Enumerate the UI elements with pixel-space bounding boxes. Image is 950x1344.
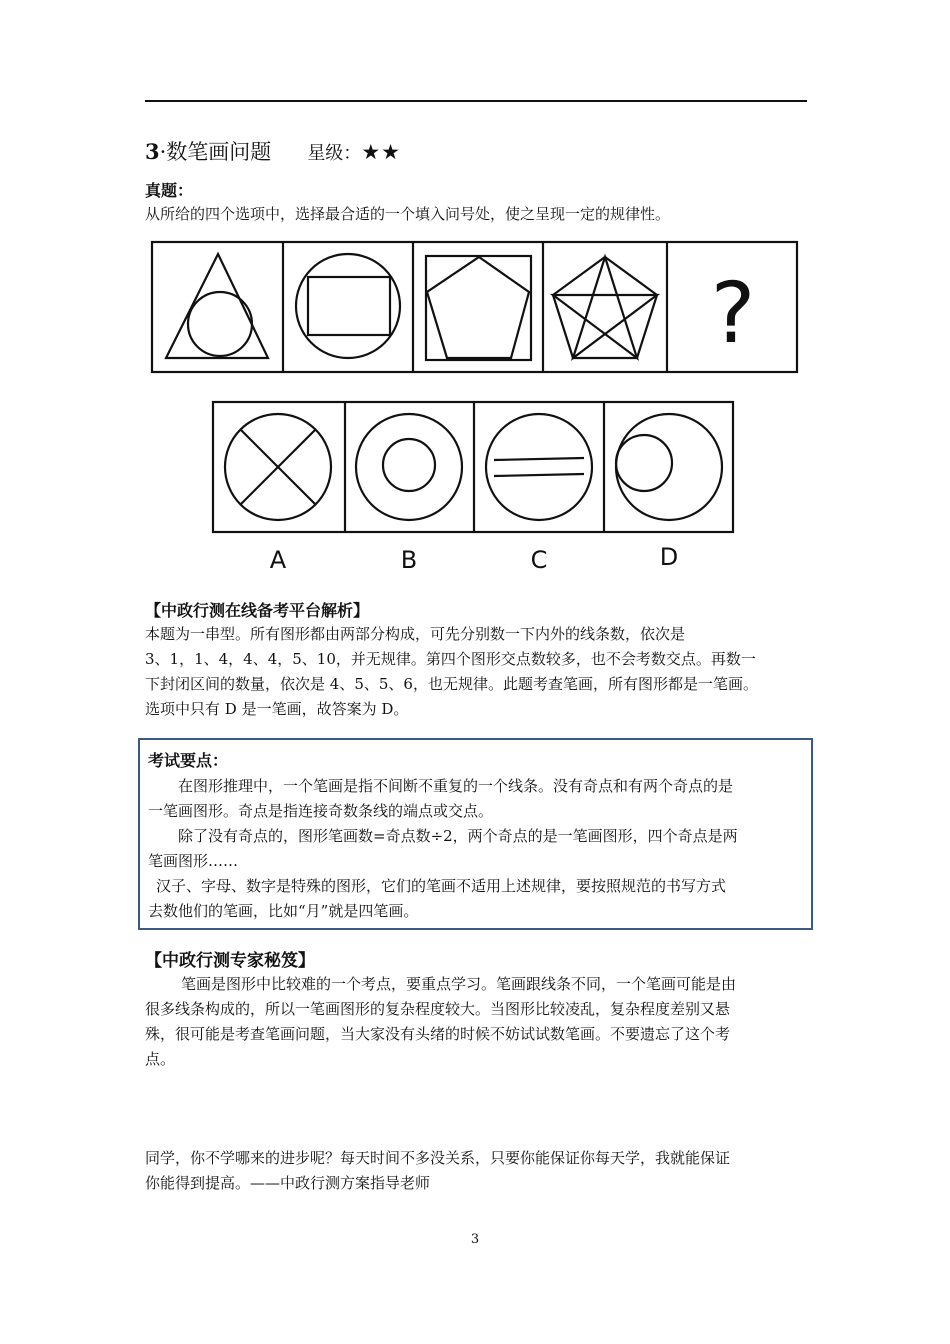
section-title-text: ·数笔画问题 <box>159 140 272 164</box>
figure-square-pentagon <box>426 256 531 360</box>
question-text: 从所给的四个选项中，选择最合适的一个填入问号处，使之呈现一定的规律性。 <box>145 205 671 223</box>
key-points-heading: 考试要点： <box>148 751 229 770</box>
section-title <box>145 136 401 166</box>
key-points-line: 去数他们的笔画，比如“月”就是四笔画。 <box>148 902 419 920</box>
expert-line: 很多线条构成的，所以一笔画图形的复杂程度较大。当图形比较凌乱，复杂程度差别又悬 <box>145 1000 731 1018</box>
expert-line: 殊，很可能是考查笔画问题，当大家没有头绪的时候不妨试试数笔画。不要遗忘了这个考 <box>145 1025 731 1043</box>
puzzle-frame <box>152 242 797 372</box>
options-figure <box>211 400 741 578</box>
footer-line: 同学，你不学哪来的进步呢？每天时间不多没关系，只要你能保证你每天学，我就能保证 <box>145 1149 731 1167</box>
option-label-a: A <box>269 546 287 574</box>
option-a-figure <box>225 414 331 520</box>
expert-line: 笔画是图形中比较难的一个考点，要重点学习。笔画跟线条不同，一个笔画可能是由 <box>181 975 737 993</box>
key-points-box <box>138 738 813 930</box>
key-points-line: 笔画图形…… <box>148 852 239 870</box>
question-heading: 真题： <box>145 181 194 200</box>
key-points-line: 在图形推理中，一个笔画是指不间断不重复的一个线条。没有奇点和有两个奇点的是 <box>178 777 734 795</box>
expert-heading: 【中政行测专家秘笈】 <box>145 951 315 971</box>
option-b-figure <box>356 414 462 520</box>
key-points-line: 汉子、字母、数字是特殊的图形，它们的笔画不适用上述规律，要按照规范的书写方式 <box>156 877 727 895</box>
header-rule <box>145 100 807 102</box>
star-rating: ★★ <box>361 140 401 164</box>
analysis-text <box>145 622 813 722</box>
analysis-heading: 【中政行测在线备考平台解析】 <box>145 601 370 620</box>
option-c-figure <box>486 414 592 520</box>
footer-note <box>145 1146 813 1196</box>
key-points-line: 一笔画图形。奇点是指连接奇数条线的端点或交点。 <box>148 802 494 820</box>
analysis-line: 3、1，1、4，4、4，5、10，并无规律。第四个图形交点数较多，也不会考数交点。再数一 <box>145 650 756 668</box>
footer-line: 你能得到提高。——中政行测方案指导老师 <box>145 1174 431 1192</box>
option-label-b: B <box>400 546 418 574</box>
option-label-d: D <box>659 543 679 571</box>
section-number: 3 <box>145 139 160 164</box>
key-points-text <box>148 774 808 924</box>
analysis-line: 下封闭区间的数量，依次是 4、5、5、6，也无规律。此题考查笔画，所有图形都是一笔画。 <box>145 675 758 693</box>
page-number: 3 <box>470 1232 480 1247</box>
expert-line: 点。 <box>145 1050 176 1068</box>
figure-circle-rectangle <box>296 254 400 358</box>
analysis-line: 本题为一串型。所有图形都由两部分构成，可先分别数一下内外的线条数，依次是 <box>145 625 686 643</box>
figure-pentagon-star <box>553 257 657 358</box>
analysis-line: 选项中只有 D 是一笔画，故答案为 D。 <box>145 700 409 718</box>
star-label: 星级： <box>307 143 362 164</box>
option-label-c: C <box>530 546 548 574</box>
key-points-line: 除了没有奇点的，图形笔画数=奇点数÷2，两个奇点的是一笔画图形，四个奇点是两 <box>178 827 738 845</box>
expert-text <box>145 972 813 1072</box>
figure-triangle-circle <box>166 254 268 358</box>
puzzle-figure <box>150 240 800 375</box>
question-mark: ? <box>710 264 756 362</box>
option-d-figure <box>616 414 722 520</box>
